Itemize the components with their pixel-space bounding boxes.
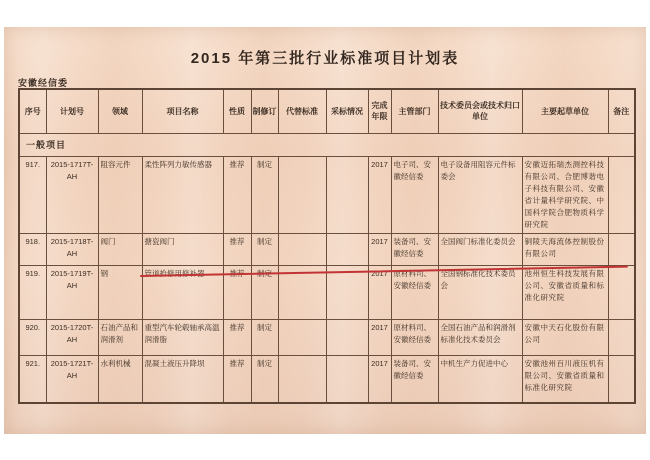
standard-project-plan-table <box>18 88 636 404</box>
cell-project-name: 混凝土液压升降坝 <box>142 355 223 403</box>
cell-plan-no: 2015-1721T-AH <box>46 355 98 403</box>
cell-project-name: 管道抢修用修补器 <box>142 265 223 319</box>
cell-seq: 918. <box>19 233 46 265</box>
section-row <box>19 133 635 156</box>
cell-field: 阀门 <box>98 233 142 265</box>
cell-seq: 917. <box>19 156 46 233</box>
section-label: 一般项目 <box>19 133 635 156</box>
cell-dept: 电子司、安徽经信委 <box>391 156 438 233</box>
cell-drafters: 池州恒生科技发展有限公司、安徽省质量和标准化研究院 <box>522 265 608 319</box>
cell-project-name: 柔性阵列力敏传感器 <box>142 156 223 233</box>
cell-dept: 原材料司、安徽经信委 <box>391 265 438 319</box>
header-plan-no: 计划号 <box>46 89 98 133</box>
cell-seq: 921. <box>19 355 46 403</box>
cell-year: 2017 <box>368 265 391 319</box>
cell-nature: 推荐 <box>223 355 251 403</box>
table-row-921 <box>19 355 635 403</box>
cell-field: 水利机械 <box>98 355 142 403</box>
cell-field: 石油产品和润滑剂 <box>98 319 142 355</box>
cell-year: 2017 <box>368 156 391 233</box>
cell-seq: 919. <box>19 265 46 319</box>
cell-project-name: 搪瓷阀门 <box>142 233 223 265</box>
header-drafters: 主要起草单位 <box>522 89 608 133</box>
cell-drafters: 安徽迈拓瑞杰测控科技有限公司、合肥博谐电子科技有限公司、安徽省计量科学研究院、中国科学院合肥物质科学研究院 <box>522 156 608 233</box>
cell-tc: 电子设备用阻容元件标委会 <box>438 156 522 233</box>
cell-replace <box>278 319 326 355</box>
cell-replace <box>278 156 326 233</box>
cell-adopt <box>326 319 368 355</box>
cell-nature: 推荐 <box>223 156 251 233</box>
header-tc: 技术委员会或技术归口单位 <box>438 89 522 133</box>
cell-adopt <box>326 355 368 403</box>
header-note: 备注 <box>608 89 635 133</box>
cell-replace <box>278 355 326 403</box>
cell-plan-no: 2015-1720T-AH <box>46 319 98 355</box>
table-row-917 <box>19 156 635 233</box>
scanned-paper <box>4 27 646 434</box>
cell-drafters: 安徽中天石化股份有限公司 <box>522 319 608 355</box>
cell-note <box>608 233 635 265</box>
cell-note <box>608 355 635 403</box>
table-row-918 <box>19 233 635 265</box>
header-field: 领域 <box>98 89 142 133</box>
cell-field: 钢 <box>98 265 142 319</box>
cell-revise: 制定 <box>251 156 278 233</box>
cell-adopt <box>326 233 368 265</box>
cell-tc: 中机生产力促进中心 <box>438 355 522 403</box>
cell-plan-no: 2015-1717T-AH <box>46 156 98 233</box>
cell-note <box>608 319 635 355</box>
cell-dept: 装备司、安徽经信委 <box>391 355 438 403</box>
cell-drafters: 安徽池州百川液压机有限公司、安徽省质量和标准化研究院 <box>522 355 608 403</box>
cell-drafters: 铜陵天海流体控制股份有限公司 <box>522 233 608 265</box>
cell-tc: 全国阀门标准化委员会 <box>438 233 522 265</box>
header-dept: 主管部门 <box>391 89 438 133</box>
table-header-row <box>19 89 635 133</box>
table-row-920 <box>19 319 635 355</box>
cell-replace <box>278 233 326 265</box>
cell-plan-no: 2015-1718T-AH <box>46 233 98 265</box>
header-nature: 性质 <box>223 89 251 133</box>
header-seq: 序号 <box>19 89 46 133</box>
cell-plan-no: 2015-1719T-AH <box>46 265 98 319</box>
header-replace: 代替标准 <box>278 89 326 133</box>
cell-note <box>608 156 635 233</box>
cell-nature: 推荐 <box>223 319 251 355</box>
cell-dept: 装备司、安徽经信委 <box>391 233 438 265</box>
cell-year: 2017 <box>368 355 391 403</box>
cell-revise: 制定 <box>251 355 278 403</box>
agency-label: 安徽经信委 <box>18 78 69 88</box>
cell-seq: 920. <box>19 319 46 355</box>
cell-year: 2017 <box>368 319 391 355</box>
header-project-name: 项目名称 <box>142 89 223 133</box>
cell-tc: 全国钢标准化技术委员会 <box>438 265 522 319</box>
cell-year: 2017 <box>368 233 391 265</box>
cell-tc: 全国石油产品和润滑剂标准化技术委员会 <box>438 319 522 355</box>
cell-adopt <box>326 156 368 233</box>
cell-dept: 原材料司、安徽经信委 <box>391 319 438 355</box>
document-title: 2015 年第三批行业标准项目计划表 <box>190 50 460 67</box>
cell-revise: 制定 <box>251 233 278 265</box>
header-adopt: 采标情况 <box>326 89 368 133</box>
cell-project-name: 重型汽车轮毂轴承高温润滑脂 <box>142 319 223 355</box>
header-revise: 制修订 <box>251 89 278 133</box>
cell-nature: 推荐 <box>223 233 251 265</box>
cell-note <box>608 265 635 319</box>
cell-revise: 制定 <box>251 319 278 355</box>
cell-field: 阻容元件 <box>98 156 142 233</box>
header-year: 完成年限 <box>368 89 391 133</box>
